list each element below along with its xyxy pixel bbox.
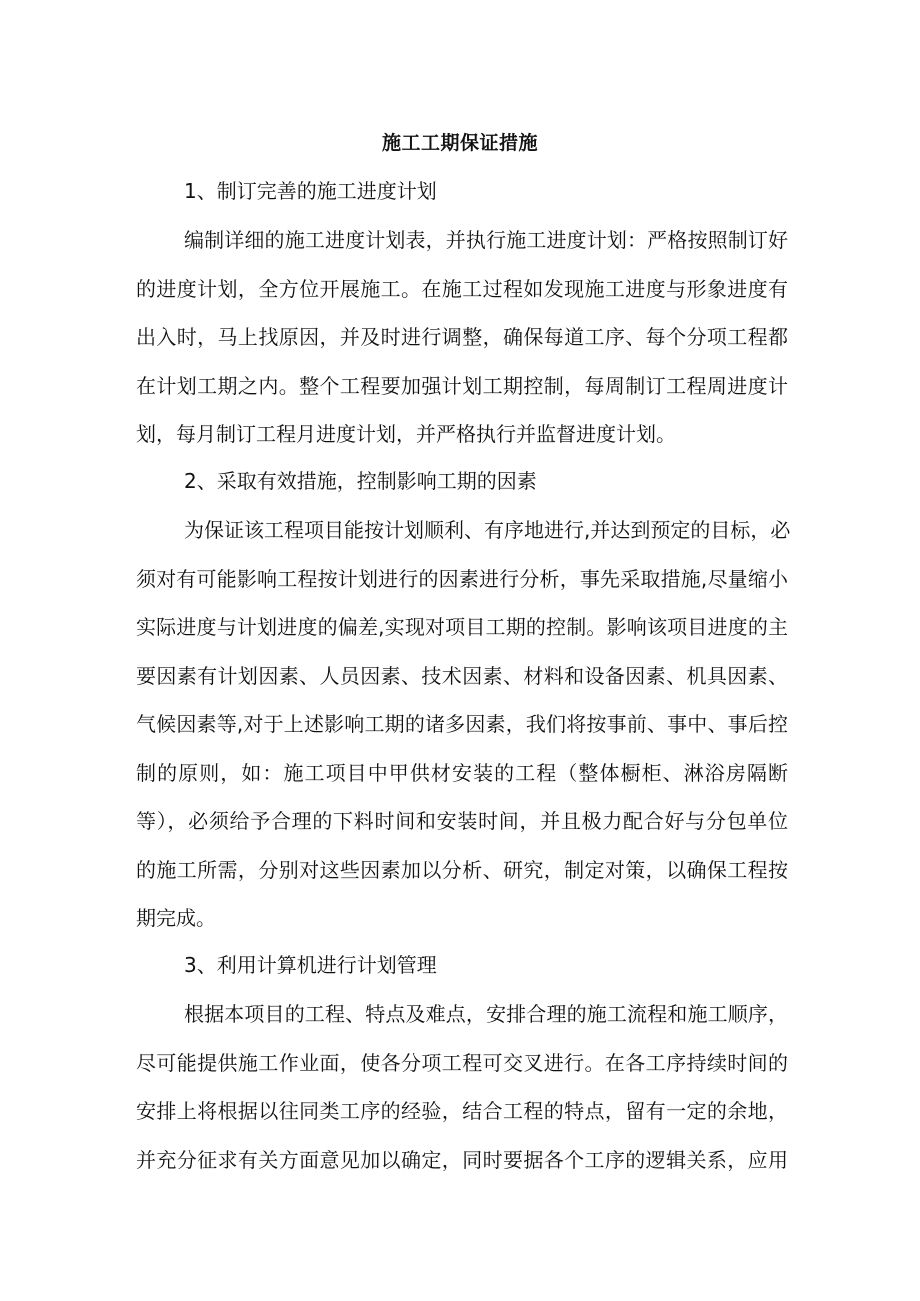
paragraph-line: 期完成。: [136, 906, 216, 930]
section-2-heading: 2、采取有效措施，控制影响工期的因素: [184, 469, 537, 493]
paragraph-line: 等），必须给予合理的下料时间和安装时间，并且极力配合好与分包单位: [136, 809, 788, 833]
paragraph-line: 要因素有计划因素、人员因素、技术因素、材料和设备因素、机具因素、: [136, 663, 788, 688]
paragraph-line: 的施工所需，分别对这些因素加以分析、研究，制定对策，以确保工程按: [136, 857, 788, 882]
paragraph-line: 实际进度与计划进度的偏差,实现对项目工期的控制。影响该项目进度的主: [136, 615, 788, 639]
section-3-heading: 3、利用计算机进行计划管理: [184, 953, 437, 977]
paragraph-line: 须对有可能影响工程按计划进行的因素进行分析，事先采取措施,尽量缩小: [136, 566, 788, 591]
paragraph-line: 在计划工期之内。整个工程要加强计划工期控制，每周制订工程周进度计: [136, 373, 788, 398]
paragraph-line: 的进度计划，全方位开展施工。在施工过程如发现施工进度与形象进度有: [136, 276, 788, 301]
paragraph-line: 制的原则，如：施工项目中甲供材安装的工程（整体橱柜、淋浴房隔断: [136, 760, 788, 785]
paragraph-line: 并充分征求有关方面意见加以确定，同时要据各个工序的逻辑关系，应用: [136, 1147, 788, 1172]
paragraph-line: 为保证该工程项目能按计划顺利、有序地进行,并达到预定的目标，必: [184, 518, 791, 542]
section-1-paragraph: [136, 216, 788, 459]
section-2-paragraph: [136, 506, 791, 943]
paragraph-line: 出入时，马上找原因，并及时进行调整，确保每道工序、每个分项工程都: [136, 325, 788, 349]
section-1-heading: 1、制订完善的施工进度计划: [184, 179, 437, 203]
paragraph-line: 根据本项目的工程、特点及难点，安排合理的施工流程和施工顺序，: [184, 1002, 788, 1026]
paragraph-line: 划，每月制订工程月进度计划，并严格执行并监督进度计划。: [136, 422, 676, 446]
paragraph-line: 编制详细的施工进度计划表，并执行施工进度计划：严格按照制订好: [184, 228, 788, 252]
document-title: 施工工期保证措施: [381, 132, 538, 154]
paragraph-line: 气候因素等,对于上述影响工期的诸多因素，我们将按事前、事中、事后控: [136, 712, 788, 736]
paragraph-line: 安排上将根据以往同类工序的经验，结合工程的特点，留有一定的余地，: [136, 1099, 788, 1123]
paragraph-line: 尽可能提供施工作业面，使各分项工程可交叉进行。在各工序持续时间的: [136, 1050, 788, 1075]
section-3-paragraph: [136, 990, 788, 1184]
